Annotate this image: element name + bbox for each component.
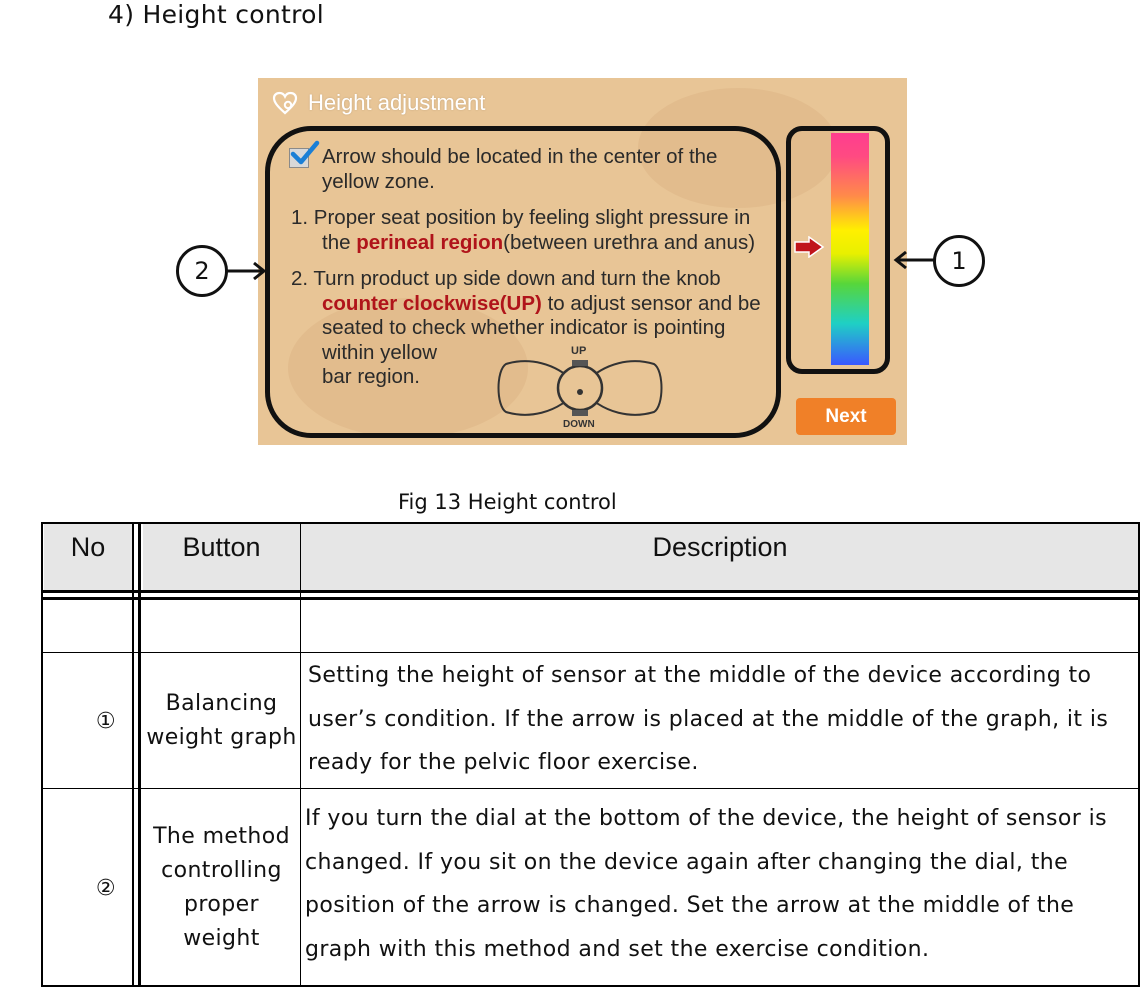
checkmark-icon — [290, 140, 320, 168]
text-run: the — [322, 230, 357, 254]
emphasis-text: perineal region — [356, 230, 504, 254]
instruction-line: within yellow — [322, 340, 438, 364]
section-heading: 4) Height control — [108, 0, 324, 29]
instruction-line: 1. Proper seat position by feeling slight pressure in — [291, 206, 751, 229]
instruction-line — [291, 292, 761, 317]
table-rule — [41, 652, 1140, 653]
balance-color-bar — [831, 133, 869, 365]
heart-settings-icon — [272, 91, 298, 115]
text-run: (between urethra and anus) — [503, 230, 756, 254]
table-cell-description — [308, 654, 1138, 788]
callout-1: 1 — [933, 235, 985, 287]
table-header-description: Description — [301, 524, 1139, 590]
table-rule — [41, 522, 1140, 524]
table-rule — [300, 522, 301, 987]
table-header-no: No — [44, 524, 132, 590]
knob-up-label: UP — [571, 345, 587, 357]
app-title-bar — [272, 90, 485, 116]
table-cell-description — [305, 797, 1139, 985]
table-rule — [41, 522, 43, 987]
table-cell-no: ① — [95, 708, 116, 734]
button-name-line: proper — [184, 892, 259, 917]
callout-2: 2 — [176, 245, 228, 297]
table-rule — [41, 597, 1140, 600]
description-line: Setting the height of sensor at the middle of the device according to — [308, 663, 1092, 688]
table-rule — [138, 522, 141, 987]
table-rule — [132, 522, 134, 987]
instruction-line: bar region. — [322, 365, 421, 388]
instruction-line — [291, 231, 755, 256]
table-rule — [41, 788, 1140, 789]
button-name-line: Balancing — [165, 691, 278, 716]
description-line: graph with this method and set the exercise condition. — [305, 936, 930, 962]
instruction-line: yellow zone. — [322, 169, 435, 193]
arrow-right-icon — [226, 260, 268, 282]
instruction-line: Arrow should be located in the center of the — [322, 145, 718, 168]
button-name-line: controlling — [161, 858, 282, 883]
description-line: If you turn the dial at the bottom of the device, the height of sensor is — [305, 806, 1107, 831]
description-line: user’s condition. If the arrow is placed at the middle of the graph, it is — [308, 706, 1109, 732]
next-button[interactable]: Next — [796, 398, 896, 435]
table-rule — [1138, 522, 1140, 987]
table-rule — [41, 985, 1140, 987]
arrow-left-icon — [892, 249, 936, 271]
table-header-button: Button — [143, 524, 300, 590]
table-rule — [41, 590, 1140, 593]
figure-caption: Fig 13 Height control — [398, 490, 617, 514]
table-cell-button — [143, 654, 300, 788]
instruction-line: 2. Turn product up side down and turn the knob — [291, 267, 721, 290]
emphasis-text: counter clockwise(UP) — [322, 291, 542, 315]
instruction-check-text — [322, 145, 717, 194]
knob-down-label: DOWN — [563, 419, 595, 430]
description-line: changed. If you sit on the device again after changing the dial, the — [305, 849, 1069, 875]
button-name-line: weight graph — [146, 725, 297, 750]
instruction-line: seated to check whether indicator is pointing — [322, 316, 726, 339]
app-title: Height adjustment — [308, 90, 486, 115]
instruction-step-1 — [291, 206, 755, 255]
description-line: position of the arrow is changed. Set the arrow at the middle of the — [305, 893, 1075, 918]
table-cell-no: ② — [95, 875, 116, 901]
table-cell-button — [143, 791, 300, 985]
description-line: ready for the pelvic floor exercise. — [308, 750, 699, 775]
button-name-line: The method — [153, 824, 290, 849]
pointer-arrow-icon — [793, 236, 825, 258]
text-run: to adjust sensor and be — [541, 291, 761, 315]
height-adjustment-screenshot — [258, 78, 907, 445]
button-name-line: weight — [183, 926, 260, 951]
